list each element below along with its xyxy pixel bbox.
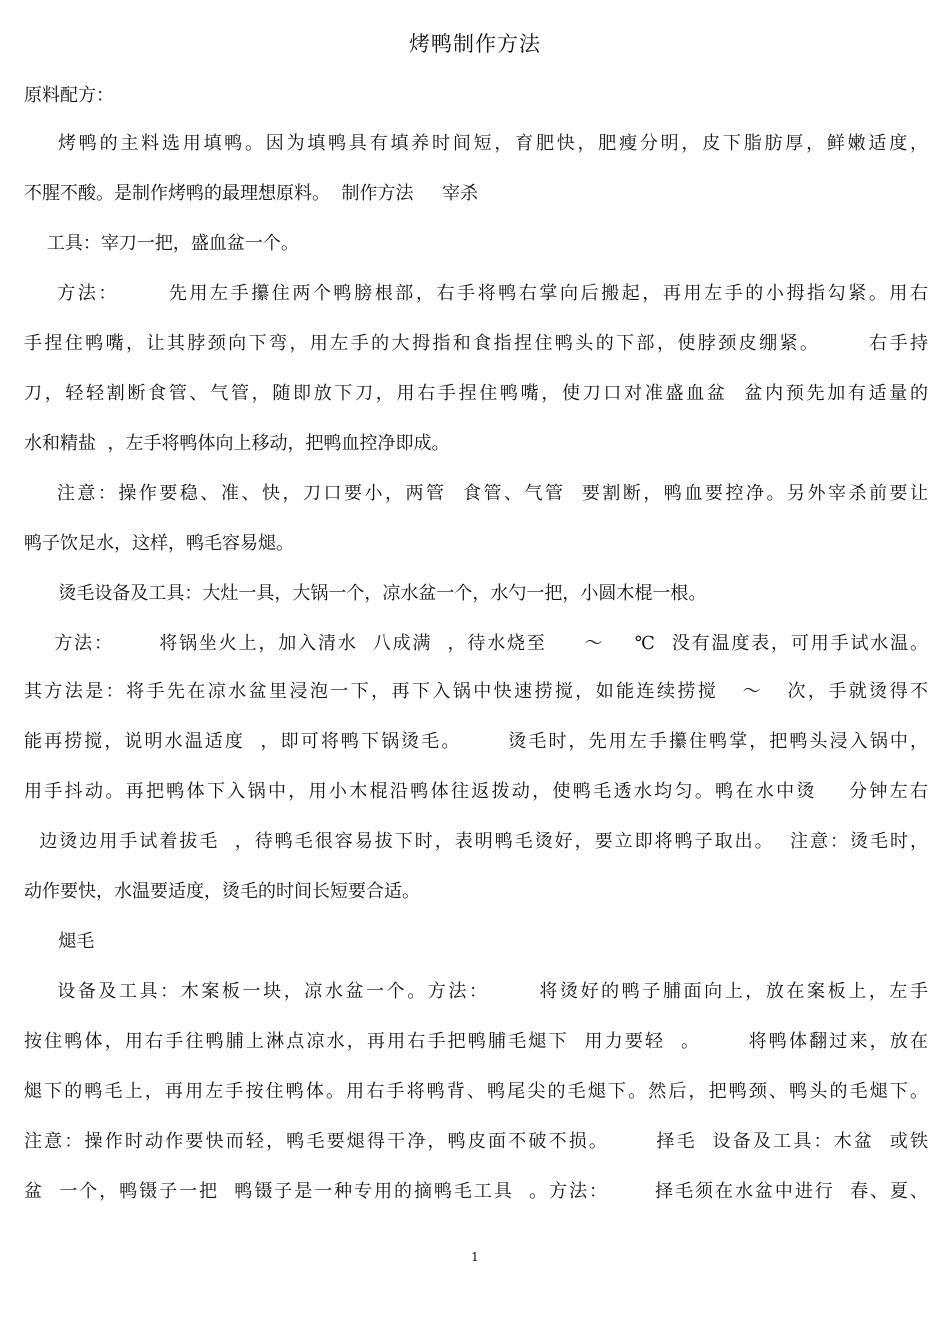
text-line: 用手抖动。再把鸭体下入锅中，用小木棍沿鸭体往返拨动，使鸭毛透水均匀。鸭在水中烫 分钟左右 [24,781,928,802]
text-line: 动作要快，水温要适度，烫毛的时间长短要合适。 [24,881,420,902]
text-line: 烤鸭的主料选用填鸭。因为填鸭具有填养时间短，育肥快，肥瘦分明，皮下脂肪厚，鲜嫩适度， [24,133,928,154]
text-line: 边烫边用手试着拔毛 ，待鸭毛很容易拔下时，表明鸭毛烫好，要立即将鸭子取出。 注意：烫毛时， [24,831,928,852]
text-line: 设备及工具：木案板一块，凉水盆一个。方法： 将烫好的鸭子脯面向上，放在案板上，左手 [24,981,928,1002]
text-line: 其方法是：将手先在凉水盆里浸泡一下，再下入锅中快速捞搅，如能连续捞搅 ～ 次，手就烫得不 [24,681,928,702]
text-line: 鸭子饮足水，这样，鸭毛容易煺。 [24,533,294,554]
text-line: 注意：操作要稳、准、快，刀口要小，两管 食管、气管 要割断，鸭血要控净。另外宰杀前要让 [24,483,928,504]
text-line: 手捏住鸭嘴，让其脖颈向下弯，用左手的大拇指和食指捏住鸭头的下部，使脖颈皮绷紧。 右手持 [24,333,928,354]
text-line: 能再捞搅，说明水温适度 ，即可将鸭下锅烫毛。 烫毛时，先用左手攥住鸭掌，把鸭头浸入锅中， [24,731,928,752]
text-line: 原料配方： [24,85,114,106]
text-line: 煺下的鸭毛上，再用左手按住鸭体。用右手将鸭背、鸭尾尖的毛煺下。然后，把鸭颈、鸭头的毛煺下。 [24,1081,928,1102]
page-number: 1 [471,1250,479,1264]
text-line: 刀，轻轻割断食管、气管，随即放下刀，用右手捏住鸭嘴，使刀口对准盛血盆 盆内预先加有适量的 [24,383,928,404]
text-line: 烫毛设备及工具：大灶一具，大锅一个，凉水盆一个，水勺一把，小圆木棍一根。 [24,583,707,604]
text-line: 盆 一个，鸭镊子一把 鸭镊子是一种专用的摘鸭毛工具 。方法： 择毛须在水盆中进行 春、夏、 [24,1181,928,1202]
text-line: 煺毛 [24,931,95,952]
text-line: 按住鸭体，用右手往鸭脯上淋点凉水，再用右手把鸭脯毛煺下 用力要轻 。 将鸭体翻过来，放在 [24,1031,928,1052]
text-line: 水和精盐 ，左手将鸭体向上移动，把鸭血控净即成。 [24,433,450,454]
text-line: 方法： 先用左手攥住两个鸭膀根部，右手将鸭右掌向后搬起，再用左手的小拇指勾紧。用右 [24,283,928,304]
document-title: 烤鸭制作方法 [409,32,541,56]
text-line: 不腥不酸。是制作烤鸭的最理想原料。 制作方法 宰杀 [24,183,479,204]
text-line: 方法： 将锅坐火上，加入清水 八成满 ，待水烧至 ～ ℃ 没有温度表，可用手试水温。 [24,633,928,654]
text-line: 注意：操作时动作要快而轻，鸭毛要煺得干净，鸭皮面不破不损。 择毛 设备及工具：木盆 或铁 [24,1131,928,1152]
text-line: 工具：宰刀一把，盛血盆一个。 [24,233,299,254]
